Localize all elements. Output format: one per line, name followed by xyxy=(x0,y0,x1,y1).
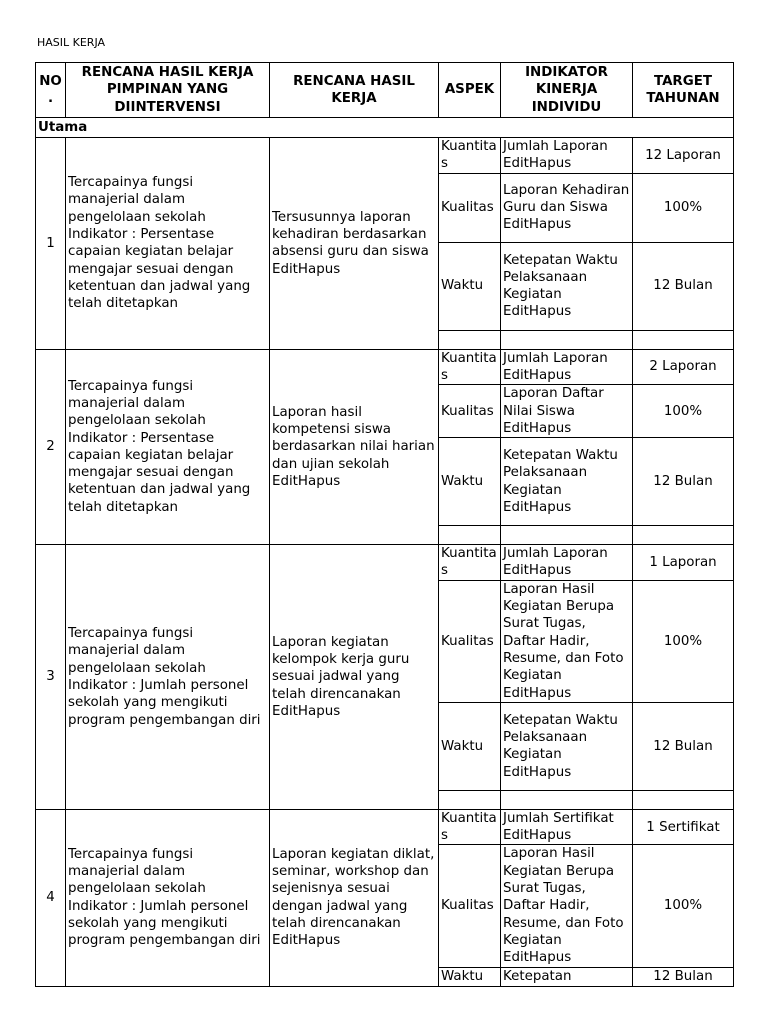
spacer-cell xyxy=(501,526,633,545)
rhk-pimpinan-cell: Tercapainya fungsi manajerial dalam pengelolaan sekolah Indikator : Persentase capaian kegiatan belajar mengajar sesuai dengan ketentuan dan jadwal yang telah ditetapkan xyxy=(66,349,270,545)
indikator-cell: Jumlah Laporan EditHapus xyxy=(501,138,633,174)
rhk-cell: Laporan hasil kompetensi siswa berdasarkan nilai harian dan ujian sekolah EditHapus xyxy=(270,349,439,545)
spacer-cell xyxy=(501,790,633,809)
indikator-cell: Laporan Hasil Kegiatan Berupa Surat Tugas, Daftar Hadir, Resume, dan Foto Kegiatan EditHapus xyxy=(501,845,633,967)
indikator-cell: Ketepatan Waktu Pelaksanaan Kegiatan EditHapus xyxy=(501,702,633,790)
target-cell: 12 Bulan xyxy=(633,438,734,526)
row-number: 1 xyxy=(36,138,66,350)
target-cell: 1 Sertifikat xyxy=(633,809,734,845)
aspek-cell: Kuantitas xyxy=(439,138,501,174)
rhk-pimpinan-cell: Tercapainya fungsi manajerial dalam pengelolaan sekolah Indikator : Jumlah personel sekolah yang mengikuti program pengembangan diri xyxy=(66,545,270,810)
aspek-cell: Kuantitas xyxy=(439,809,501,845)
header-rhk: RENCANA HASIL KERJA xyxy=(270,63,439,118)
target-cell: 100% xyxy=(633,580,734,702)
aspek-cell: Waktu xyxy=(439,242,501,330)
row-number: 2 xyxy=(36,349,66,545)
target-cell: 1 Laporan xyxy=(633,545,734,581)
row-number: 4 xyxy=(36,809,66,986)
rhk-cell: Tersusunnya laporan kehadiran berdasarkan absensi guru dan siswa EditHapus xyxy=(270,138,439,350)
aspek-cell: Waktu xyxy=(439,702,501,790)
target-cell: 12 Laporan xyxy=(633,138,734,174)
spacer-cell xyxy=(633,790,734,809)
header-no: NO . xyxy=(36,63,66,118)
aspek-cell: Kualitas xyxy=(439,845,501,967)
spacer-cell xyxy=(439,790,501,809)
spacer-cell xyxy=(501,330,633,349)
header-row xyxy=(36,63,734,118)
rhk-pimpinan-cell: Tercapainya fungsi manajerial dalam pengelolaan sekolah Indikator : Persentase capaian kegiatan belajar mengajar sesuai dengan ketentuan dan jadwal yang telah ditetapkan xyxy=(66,138,270,350)
target-cell: 12 Bulan xyxy=(633,702,734,790)
aspek-cell: Kuantitas xyxy=(439,545,501,581)
indikator-cell: Laporan Daftar Nilai Siswa EditHapus xyxy=(501,385,633,438)
aspek-cell: Kualitas xyxy=(439,580,501,702)
indikator-cell: Laporan Hasil Kegiatan Berupa Surat Tugas, Daftar Hadir, Resume, dan Foto Kegiatan EditHapus xyxy=(501,580,633,702)
section-row xyxy=(36,118,734,138)
indikator-cell: Ketepatan Waktu Pelaksanaan Kegiatan EditHapus xyxy=(501,438,633,526)
indikator-cell: Ketepatan Waktu Pelaksanaan Kegiatan EditHapus xyxy=(501,242,633,330)
table-row xyxy=(36,349,734,385)
header-aspek: ASPEK xyxy=(439,63,501,118)
aspek-cell: Kualitas xyxy=(439,385,501,438)
aspek-cell: Kuantitas xyxy=(439,349,501,385)
indikator-cell: Laporan Kehadiran Guru dan Siswa EditHapus xyxy=(501,173,633,242)
target-cell: 100% xyxy=(633,845,734,967)
target-cell: 12 Bulan xyxy=(633,967,734,986)
indikator-cell: Jumlah Sertifikat EditHapus xyxy=(501,809,633,845)
spacer-cell xyxy=(633,330,734,349)
header-indikator: INDIKATOR KINERJA INDIVIDU xyxy=(501,63,633,118)
indikator-cell: Jumlah Laporan EditHapus xyxy=(501,545,633,581)
rhk-pimpinan-cell: Tercapainya fungsi manajerial dalam pengelolaan sekolah Indikator : Jumlah personel sekolah yang mengikuti program pengembangan diri xyxy=(66,809,270,986)
spacer-cell xyxy=(439,526,501,545)
hasil-kerja-table xyxy=(35,62,734,987)
header-rhk-pimpinan: RENCANA HASIL KERJA PIMPINAN YANG DIINTERVENSI xyxy=(66,63,270,118)
table-row xyxy=(36,545,734,581)
indikator-cell: Jumlah Laporan EditHapus xyxy=(501,349,633,385)
row-number: 3 xyxy=(36,545,66,810)
section-label: Utama xyxy=(36,118,734,138)
indikator-cell: Ketepatan xyxy=(501,967,633,986)
header-target: TARGET TAHUNAN xyxy=(633,63,734,118)
target-cell: 2 Laporan xyxy=(633,349,734,385)
spacer-cell xyxy=(633,526,734,545)
target-cell: 100% xyxy=(633,385,734,438)
rhk-cell: Laporan kegiatan diklat, seminar, workshop dan sejenisnya sesuai dengan jadwal yang telah direncanakan EditHapus xyxy=(270,809,439,986)
rhk-cell: Laporan kegiatan kelompok kerja guru sesuai jadwal yang telah direncanakan EditHapus xyxy=(270,545,439,810)
target-cell: 100% xyxy=(633,173,734,242)
document-title: HASIL KERJA xyxy=(37,36,106,49)
aspek-cell: Waktu xyxy=(439,438,501,526)
table-row xyxy=(36,809,734,845)
aspek-cell: Waktu xyxy=(439,967,501,986)
aspek-cell: Kualitas xyxy=(439,173,501,242)
table-row xyxy=(36,138,734,174)
target-cell: 12 Bulan xyxy=(633,242,734,330)
spacer-cell xyxy=(439,330,501,349)
